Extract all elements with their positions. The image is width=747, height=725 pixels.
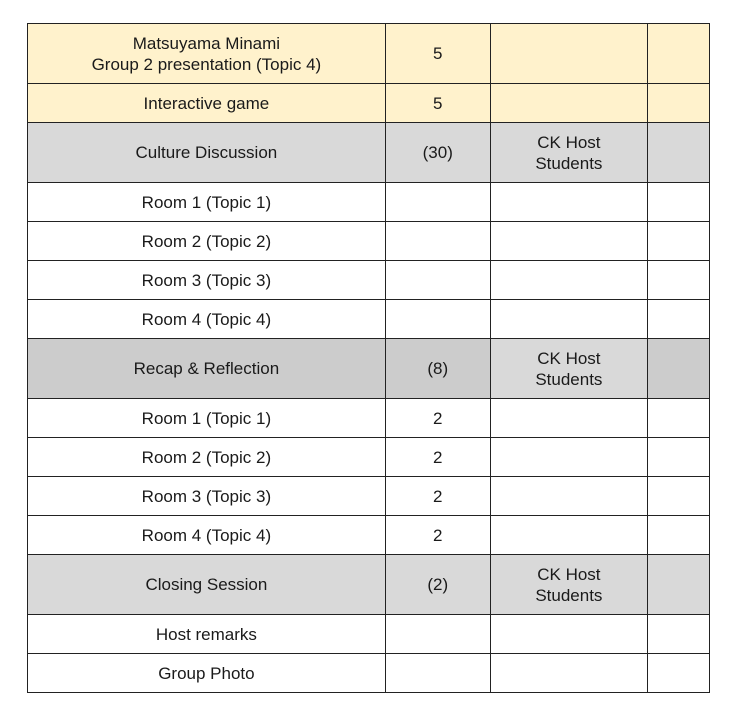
activity-cell <box>28 84 386 123</box>
table-row <box>28 615 710 654</box>
extra-cell <box>648 654 710 693</box>
table-row <box>28 516 710 555</box>
activity-cell <box>28 615 386 654</box>
extra-cell <box>648 615 710 654</box>
host-cell <box>490 84 647 123</box>
minutes-cell: (30) <box>385 123 490 183</box>
activity-line: Room 3 (Topic 3) <box>141 270 272 290</box>
minutes-cell <box>385 222 490 261</box>
minutes-cell: 2 <box>385 399 490 438</box>
table-row <box>28 438 710 477</box>
activity-line: Host remarks <box>155 624 257 644</box>
minutes-cell <box>385 261 490 300</box>
extra-cell <box>648 222 710 261</box>
host-cell <box>490 615 647 654</box>
host-line: Students <box>535 153 603 173</box>
extra-cell <box>648 516 710 555</box>
activity-line: Recap & Reflection <box>133 359 280 378</box>
activity-cell <box>28 183 386 222</box>
table-row <box>28 399 710 438</box>
activity-cell <box>28 123 386 183</box>
activity-line: Room 3 (Topic 3) <box>141 486 272 506</box>
extra-cell <box>648 183 710 222</box>
activity-line: Interactive game <box>143 93 270 113</box>
activity-cell <box>28 300 386 339</box>
extra-cell <box>648 399 710 438</box>
activity-cell <box>28 399 386 438</box>
host-line: Students <box>535 585 603 605</box>
table-row <box>28 555 710 615</box>
activity-line: Room 1 (Topic 1) <box>141 408 272 428</box>
minutes-cell <box>385 654 490 693</box>
table-row <box>28 261 710 300</box>
host-line: CK Host <box>537 348 601 368</box>
activity-line: Room 4 (Topic 4) <box>141 525 272 545</box>
minutes-cell: 2 <box>385 516 490 555</box>
table-row <box>28 84 710 123</box>
extra-cell <box>648 477 710 516</box>
host-cell <box>490 399 647 438</box>
extra-cell <box>648 261 710 300</box>
table-row <box>28 477 710 516</box>
activity-line: Room 1 (Topic 1) <box>141 192 272 212</box>
host-cell <box>490 555 647 615</box>
activity-line: Room 2 (Topic 2) <box>141 231 272 251</box>
extra-cell <box>648 339 710 399</box>
minutes-cell: 2 <box>385 477 490 516</box>
activity-cell <box>28 516 386 555</box>
minutes-cell: 5 <box>385 24 490 84</box>
activity-line: Group 2 presentation (Topic 4) <box>91 54 322 74</box>
activity-cell <box>28 438 386 477</box>
host-cell <box>490 261 647 300</box>
host-cell <box>490 123 647 183</box>
activity-line: Closing Session <box>145 575 268 594</box>
host-cell <box>490 516 647 555</box>
table-row <box>28 24 710 84</box>
table-row <box>28 123 710 183</box>
table-row <box>28 339 710 399</box>
host-cell <box>490 183 647 222</box>
schedule-body <box>28 24 710 693</box>
host-cell <box>490 477 647 516</box>
activity-cell <box>28 261 386 300</box>
activity-line: Culture Discussion <box>135 143 278 162</box>
extra-cell <box>648 300 710 339</box>
minutes-cell <box>385 300 490 339</box>
activity-line: Matsuyama Minami <box>132 33 281 53</box>
activity-cell <box>28 222 386 261</box>
minutes-cell <box>385 183 490 222</box>
activity-line: Room 2 (Topic 2) <box>141 447 272 467</box>
host-cell <box>490 339 647 399</box>
host-cell <box>490 222 647 261</box>
schedule-table <box>27 23 710 693</box>
host-cell <box>490 24 647 84</box>
activity-cell <box>28 24 386 84</box>
host-cell <box>490 654 647 693</box>
host-cell <box>490 300 647 339</box>
minutes-cell: (2) <box>385 555 490 615</box>
activity-cell <box>28 555 386 615</box>
host-line: Students <box>535 369 603 389</box>
extra-cell <box>648 24 710 84</box>
activity-line: Room 4 (Topic 4) <box>141 309 272 329</box>
host-line: CK Host <box>537 132 601 152</box>
extra-cell <box>648 555 710 615</box>
extra-cell <box>648 123 710 183</box>
activity-cell <box>28 339 386 399</box>
activity-cell <box>28 477 386 516</box>
table-row <box>28 222 710 261</box>
extra-cell <box>648 84 710 123</box>
host-line: CK Host <box>537 564 601 584</box>
host-cell <box>490 438 647 477</box>
activity-line: Group Photo <box>158 663 255 683</box>
minutes-cell: 2 <box>385 438 490 477</box>
table-row <box>28 654 710 693</box>
minutes-cell: (8) <box>385 339 490 399</box>
table-row <box>28 300 710 339</box>
table-row <box>28 183 710 222</box>
extra-cell <box>648 438 710 477</box>
minutes-cell: 5 <box>385 84 490 123</box>
activity-cell <box>28 654 386 693</box>
minutes-cell <box>385 615 490 654</box>
